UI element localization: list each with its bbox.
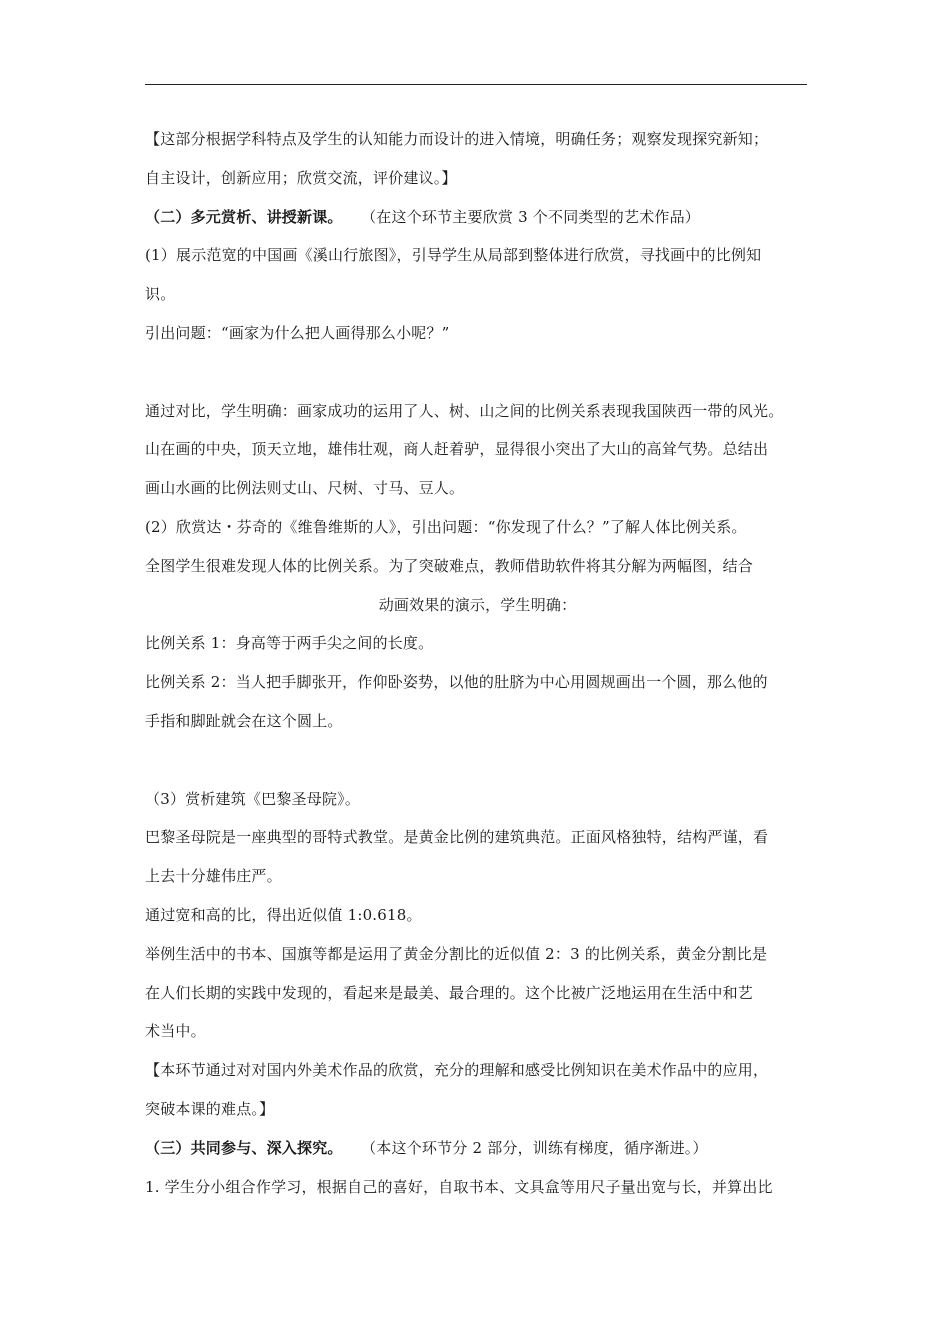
paragraph-line: (1）展示范宽的中国画《溪山行旅图》，引导学生从局部到整体进行欣赏，寻找画中的比例知	[145, 246, 762, 265]
paragraph-line: 自主设计，创新应用；欣赏交流，评价建议。】	[145, 168, 457, 187]
paragraph-line: 全图学生很难发现人体的比例关系。为了突破难点，教师借助软件将其分解为两幅图，结合	[145, 556, 754, 575]
paragraph-line-centered: 动画效果的演示，学生明确：	[378, 595, 577, 614]
paragraph-line: 山在画的中央，顶天立地，雄伟壮观，商人赶着驴，显得很小突出了大山的高耸气势。总结出	[145, 440, 769, 459]
paragraph-line: 比例关系 2：当人把手脚张开，作仰卧姿势，以他的肚脐为中心用圆规画出一个圆，那么他的	[145, 673, 768, 692]
blank-line	[145, 741, 810, 780]
blank-line	[145, 353, 810, 392]
document-body	[145, 120, 810, 1206]
section-heading-2	[145, 198, 810, 237]
paragraph-line: 通过对比，学生明确：画家成功的运用了人、树、山之间的比例关系表现我国陕西一带的风光。	[145, 401, 784, 420]
paragraph-line: 巴黎圣母院是一座典型的哥特式教堂。是黄金比例的建筑典范。正面风格独特，结构严谨，看	[145, 828, 769, 847]
paragraph-line: 比例关系 1：身高等于两手尖之间的长度。	[145, 634, 434, 653]
paragraph-line: 手指和脚趾就会在这个圆上。	[145, 711, 343, 730]
section-heading-3	[145, 1129, 810, 1168]
paragraph-line: 引出问题：“画家为什么把人画得那么小呢？”	[145, 323, 450, 342]
section-heading-3-title: （三）共同参与、深入探究。	[145, 1138, 343, 1157]
paragraph-line: （3）赏析建筑《巴黎圣母院》。	[145, 789, 361, 808]
paragraph-line: 画山水画的比例法则丈山、尺树、寸马、豆人。	[145, 479, 465, 498]
section-heading-2-title: （二）多元赏析、讲授新课。	[145, 207, 343, 226]
paragraph-line: 术当中。	[145, 1022, 206, 1041]
section-heading-3-note: （本这个环节分 2 部分，训练有梯度，循序渐进。）	[368, 1138, 708, 1157]
paragraph-line: 【本环节通过对对国内外美术作品的欣赏，充分的理解和感受比例知识在美术作品中的应用，	[145, 1061, 769, 1080]
paragraph-line: 突破本课的难点。】	[145, 1099, 275, 1118]
paragraph-line: 【这部分根据学科特点及学生的认知能力而设计的进入情境，明确任务；观察发现探究新知；	[145, 130, 769, 148]
paragraph-line: 举例生活中的书本、国旗等都是运用了黄金分割比的近似值 2：3 的比例关系，黄金分割比是	[145, 944, 768, 963]
paragraph-line: (2）欣赏达・芬奇的《维鲁维斯的人》，引出问题：“你发现了什么？”了解人体比例关系。	[145, 517, 747, 536]
header-rule	[145, 84, 807, 85]
paragraph-line: 上去十分雄伟庄严。	[145, 867, 282, 886]
paragraph-line: 通过宽和高的比，得出近似值 1:0.618。	[145, 905, 422, 924]
paragraph-line: 识。	[145, 285, 176, 304]
paragraph-line: 在人们长期的实践中发现的，看起来是最美、最合理的。这个比被广泛地运用在生活中和艺	[145, 983, 754, 1002]
section-heading-2-note: （在这个环节主要欣赏 3 个不同类型的艺术作品）	[368, 207, 700, 226]
paragraph-line: 1. 学生分小组合作学习，根据自己的喜好，自取书本、文具盒等用尺子量出宽与长，并算出比	[145, 1177, 773, 1196]
